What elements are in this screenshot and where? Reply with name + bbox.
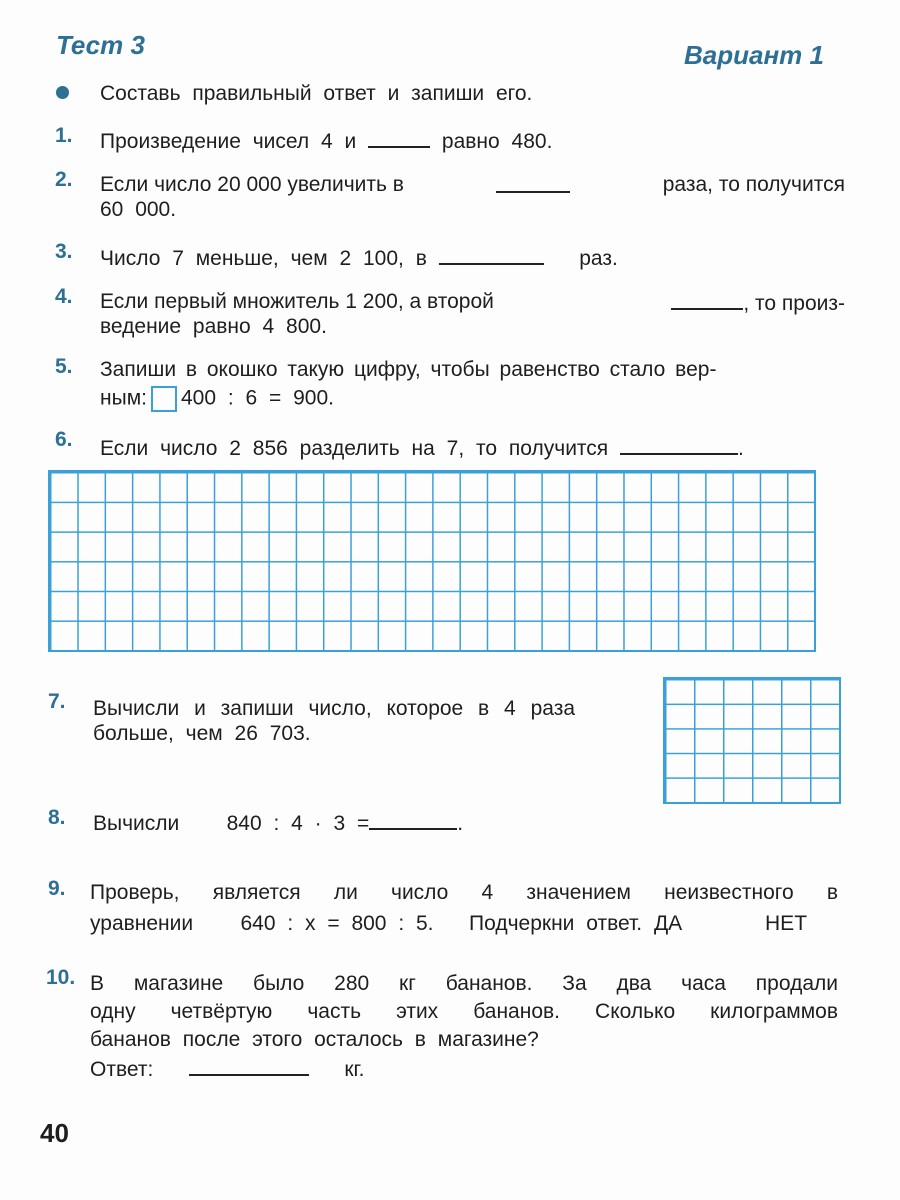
page-number: 40 [40, 1118, 69, 1148]
bullet-icon [56, 86, 69, 99]
answer-blank[interactable] [620, 435, 738, 455]
answer-blank[interactable] [189, 1056, 309, 1076]
equation: 640 : x = 800 : 5. [240, 912, 434, 935]
answer-blank[interactable] [496, 173, 570, 193]
task-number: 1. [55, 124, 73, 147]
test-title: Тест 3 [56, 30, 145, 60]
task-text: Произведение чисел 4 и [100, 130, 357, 153]
answer-no[interactable]: НЕТ [765, 912, 808, 935]
answer-yes[interactable]: ДА [653, 912, 683, 935]
variant-title: Вариант 1 [684, 40, 824, 70]
task-10-answer [90, 1056, 364, 1082]
task-text: Если число 20 000 увеличить в [100, 173, 404, 196]
answer-blank[interactable] [671, 290, 743, 310]
task-text: раза, то получится [662, 173, 845, 196]
instruction: Составь правильный ответ и запиши его. [100, 82, 533, 105]
task-text: Вычисли и запиши число, которое в 4 раза [93, 697, 575, 720]
task-text: Проверь, является ли число 4 значением неизвестного в [90, 881, 838, 904]
answer-blank[interactable] [368, 128, 430, 148]
equation: 400 : 6 = 900. [180, 386, 334, 410]
task-text: Если первый множитель 1 200, а второй [100, 290, 494, 313]
task-text: равно 480. [441, 130, 553, 153]
answer-blank[interactable] [369, 810, 457, 830]
task-number: 10. [46, 966, 76, 989]
task-text: Число 7 меньше, чем 2 100, в [100, 247, 427, 270]
task-4 [100, 290, 845, 316]
answer-blank[interactable] [439, 245, 544, 265]
task-5-equation [100, 386, 334, 412]
task-number: 4. [55, 285, 73, 308]
task-number: 5. [55, 355, 73, 378]
task-text: , то произ- [743, 292, 845, 315]
task-text: Подчеркни ответ. [469, 912, 643, 935]
unit: кг. [344, 1058, 365, 1081]
task-number: 8. [48, 806, 66, 829]
period: . [738, 437, 744, 460]
work-grid[interactable] [48, 470, 816, 652]
task-text: уравнении [90, 912, 194, 935]
task-text: раз. [579, 247, 618, 270]
expression: 840 : 4 · 3 = [226, 812, 370, 835]
digit-input-box[interactable] [151, 386, 177, 412]
task-text: больше, чем 26 703. [93, 722, 311, 745]
task-text: Вычисли [93, 812, 180, 835]
task-text: Если число 2 856 разделить на 7, то получится [100, 437, 609, 460]
task-number: 3. [55, 240, 73, 263]
task-1 [100, 128, 552, 154]
task-8 [93, 810, 463, 836]
task-text: В магазине было 280 кг бананов. За два часа продали [90, 972, 838, 995]
task-number: 7. [48, 690, 66, 713]
task-9-line2 [90, 912, 807, 936]
task-text: Запиши в окошко такую цифру, чтобы равенство стало вер- [100, 358, 717, 381]
task-text: ведение равно 4 800. [100, 315, 327, 338]
task-text: ным: [100, 386, 147, 410]
task-number: 9. [48, 877, 66, 900]
task-text: 60 000. [100, 198, 177, 221]
work-grid-small[interactable] [663, 677, 841, 804]
task-number: 6. [55, 428, 73, 451]
task-text: бананов после этого осталось в магазине? [90, 1028, 539, 1051]
task-text: одну четвёртую часть этих бананов. Сколько килограммов [90, 1000, 838, 1023]
task-number: 2. [55, 168, 73, 191]
task-2 [100, 173, 845, 197]
task-6 [100, 435, 744, 461]
answer-label: Ответ: [90, 1058, 154, 1081]
period: . [457, 812, 464, 835]
task-3 [100, 245, 618, 271]
